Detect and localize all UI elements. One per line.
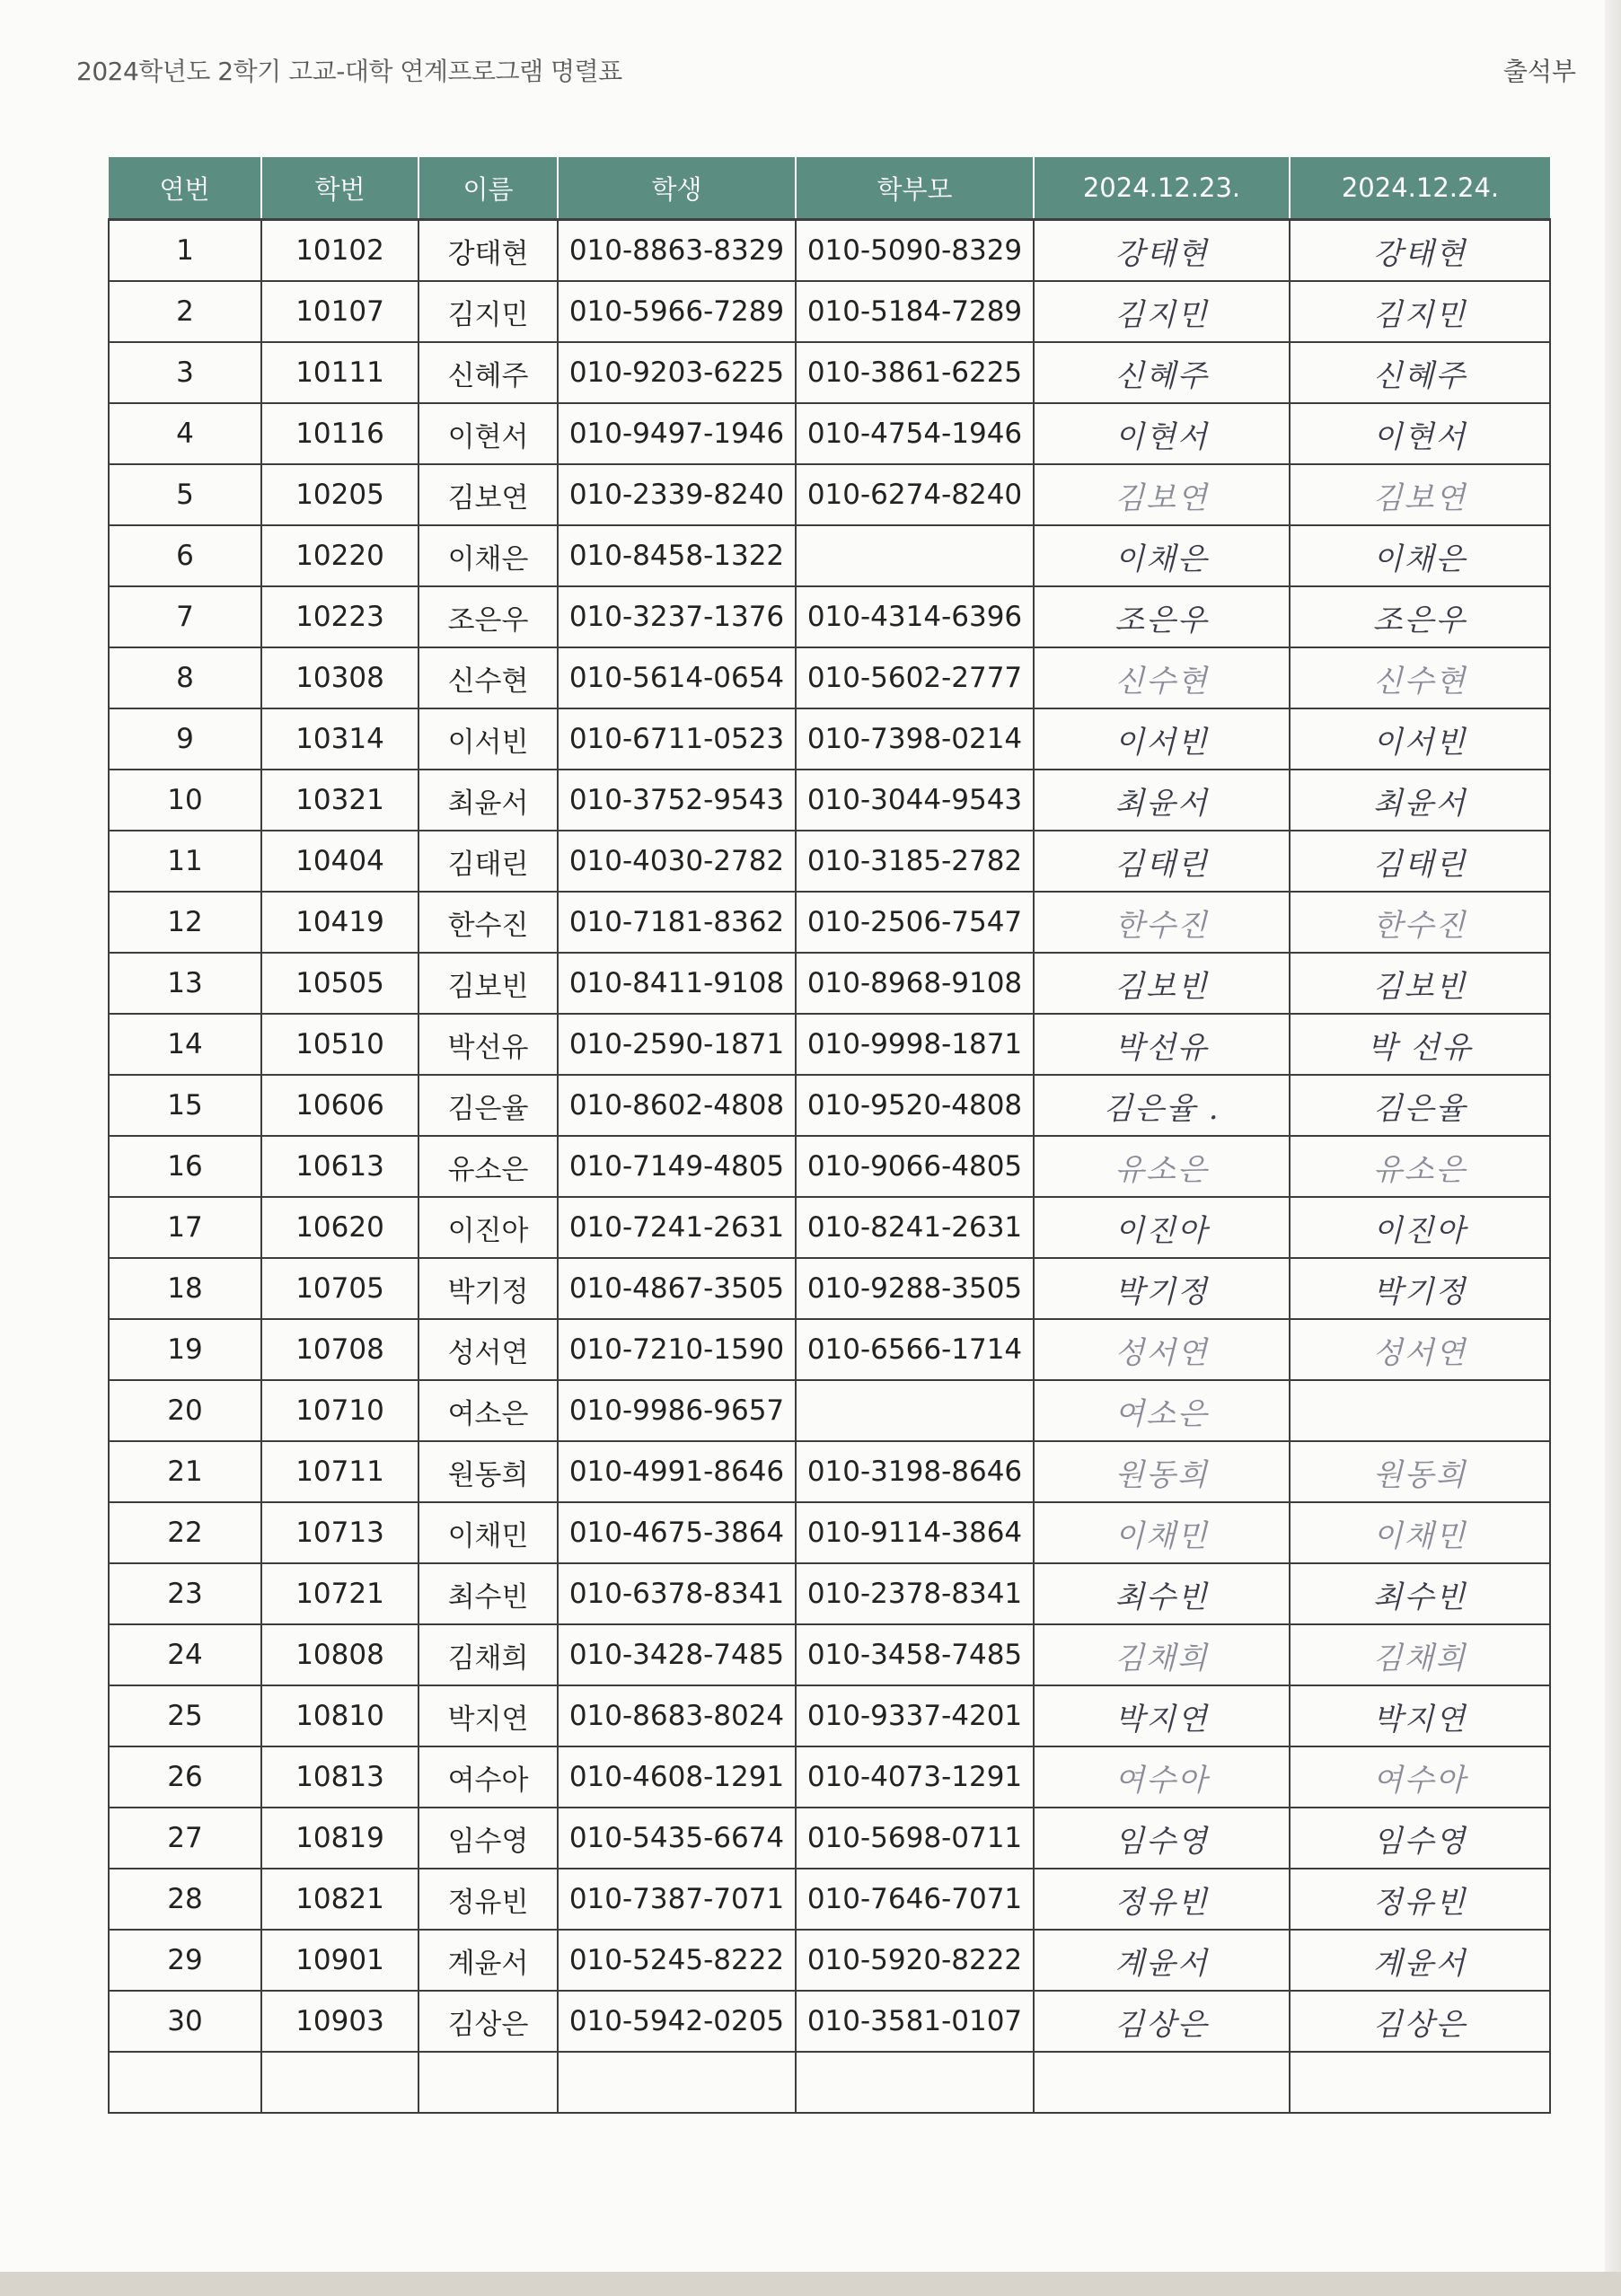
cell-parent-phone: 010-3861-6225 [796,342,1034,403]
cell-parent-phone: 010-5920-8222 [796,1930,1034,1991]
cell-name: 강태현 [418,220,558,282]
cell-signature-day1: 김보빈 [1034,953,1290,1014]
cell-number: 18 [109,1258,261,1319]
cell-signature-day2: 여수아 [1290,1746,1550,1808]
cell-name: 김지민 [418,281,558,342]
cell-signature-day1: 강태현 [1034,220,1290,282]
cell-student-phone: 010-2339-8240 [558,464,796,525]
cell-student-phone: 010-5245-8222 [558,1930,796,1991]
cell-signature-day2: 계윤서 [1290,1930,1550,1991]
cell-student-phone: 010-6378-8341 [558,1563,796,1624]
cell-student-phone: 010-8411-9108 [558,953,796,1014]
cell-number: 8 [109,647,261,708]
cell-parent-phone: 010-5184-7289 [796,281,1034,342]
cell-name: 이서빈 [418,708,558,770]
cell-number: 22 [109,1502,261,1563]
cell-signature-day2: 박 선유 [1290,1014,1550,1075]
cell-student-phone: 010-2590-1871 [558,1014,796,1075]
cell-signature-day2: 이서빈 [1290,708,1550,770]
cell-signature-day2: 박지연 [1290,1685,1550,1746]
background-surface [0,2272,1621,2296]
cell-parent-phone [796,1380,1034,1441]
cell-signature-day2: 최윤서 [1290,770,1550,831]
table-row [109,1319,1550,1380]
cell-student-phone: 010-7149-4805 [558,1136,796,1197]
cell-student-id: 10903 [261,1991,418,2052]
cell-signature-day1: 이서빈 [1034,708,1290,770]
table-row [109,708,1550,770]
cell-student-id: 10314 [261,708,418,770]
cell-student-id: 10721 [261,1563,418,1624]
cell-parent-phone: 010-4073-1291 [796,1746,1034,1808]
cell-student-phone: 010-7210-1590 [558,1319,796,1380]
cell-student-phone: 010-3752-9543 [558,770,796,831]
cell-signature-day1: 김은율 . [1034,1075,1290,1136]
cell-student-id: 10606 [261,1075,418,1136]
cell-signature-day1: 한수진 [1034,892,1290,953]
cell-parent-phone: 010-9114-3864 [796,1502,1034,1563]
cell-student-phone: 010-5942-0205 [558,1991,796,2052]
column-header-student-id: 학번 [261,157,418,220]
cell-student-phone: 010-9497-1946 [558,403,796,464]
empty-cell [796,2052,1034,2113]
cell-parent-phone: 010-7646-7071 [796,1869,1034,1930]
cell-signature-day2: 김보연 [1290,464,1550,525]
table-header [109,157,1550,220]
cell-name: 이채은 [418,525,558,586]
cell-student-phone: 010-8602-4808 [558,1075,796,1136]
table-row [109,1930,1550,1991]
cell-name: 신수현 [418,647,558,708]
cell-student-id: 10821 [261,1869,418,1930]
cell-signature-day1: 이현서 [1034,403,1290,464]
cell-parent-phone: 010-5090-8329 [796,220,1034,282]
empty-cell [1034,2052,1290,2113]
cell-student-phone: 010-5966-7289 [558,281,796,342]
cell-number: 21 [109,1441,261,1502]
cell-signature-day2: 강태현 [1290,220,1550,282]
cell-parent-phone: 010-7398-0214 [796,708,1034,770]
cell-signature-day1: 이채민 [1034,1502,1290,1563]
cell-student-phone: 010-4867-3505 [558,1258,796,1319]
cell-student-id: 10810 [261,1685,418,1746]
cell-name: 김보빈 [418,953,558,1014]
cell-number: 1 [109,220,261,282]
empty-cell [261,2052,418,2113]
table-row [109,342,1550,403]
table-row [109,1869,1550,1930]
cell-number: 9 [109,708,261,770]
cell-number: 7 [109,586,261,647]
cell-parent-phone: 010-9066-4805 [796,1136,1034,1197]
table-row [109,1808,1550,1869]
cell-parent-phone: 010-2378-8341 [796,1563,1034,1624]
cell-signature-day1: 김보연 [1034,464,1290,525]
cell-name: 신혜주 [418,342,558,403]
cell-parent-phone: 010-3458-7485 [796,1624,1034,1685]
cell-student-id: 10107 [261,281,418,342]
cell-parent-phone: 010-9288-3505 [796,1258,1034,1319]
column-header-date-1: 2024.12.23. [1034,157,1290,220]
cell-signature-day2: 이현서 [1290,403,1550,464]
cell-signature-day2: 정유빈 [1290,1869,1550,1930]
cell-signature-day1: 박선유 [1034,1014,1290,1075]
cell-student-phone: 010-7387-7071 [558,1869,796,1930]
cell-student-id: 10102 [261,220,418,282]
cell-signature-day1: 이진아 [1034,1197,1290,1258]
cell-student-id: 10711 [261,1441,418,1502]
cell-student-id: 10813 [261,1746,418,1808]
cell-number: 27 [109,1808,261,1869]
cell-signature-day2: 김은율 [1290,1075,1550,1136]
empty-cell [1290,2052,1550,2113]
cell-number: 11 [109,831,261,892]
cell-student-phone: 010-4608-1291 [558,1746,796,1808]
cell-student-phone: 010-7181-8362 [558,892,796,953]
cell-student-phone: 010-9203-6225 [558,342,796,403]
cell-signature-day2: 이채민 [1290,1502,1550,1563]
cell-signature-day1: 계윤서 [1034,1930,1290,1991]
cell-student-phone: 010-9986-9657 [558,1380,796,1441]
cell-signature-day1: 박기정 [1034,1258,1290,1319]
cell-student-id: 10708 [261,1319,418,1380]
table-row [109,770,1550,831]
cell-student-phone: 010-6711-0523 [558,708,796,770]
cell-student-phone: 010-4675-3864 [558,1502,796,1563]
cell-signature-day2: 한수진 [1290,892,1550,953]
cell-signature-day2: 김채희 [1290,1624,1550,1685]
cell-signature-day1: 여수아 [1034,1746,1290,1808]
cell-signature-day1: 김태린 [1034,831,1290,892]
cell-student-id: 10613 [261,1136,418,1197]
cell-student-phone: 010-5435-6674 [558,1808,796,1869]
cell-name: 최수빈 [418,1563,558,1624]
table-row [109,1136,1550,1197]
table-row [109,464,1550,525]
cell-name: 여소은 [418,1380,558,1441]
cell-name: 김태린 [418,831,558,892]
column-header-number: 연번 [109,157,261,220]
cell-number: 5 [109,464,261,525]
column-header-parent-phone: 학부모 [796,157,1034,220]
cell-name: 김상은 [418,1991,558,2052]
cell-name: 이현서 [418,403,558,464]
cell-parent-phone: 010-4314-6396 [796,586,1034,647]
cell-parent-phone: 010-6566-1714 [796,1319,1034,1380]
cell-name: 정유빈 [418,1869,558,1930]
cell-signature-day2: 김태린 [1290,831,1550,892]
cell-parent-phone: 010-3581-0107 [796,1991,1034,2052]
cell-signature-day1: 박지연 [1034,1685,1290,1746]
cell-name: 김은율 [418,1075,558,1136]
cell-signature-day2: 조은우 [1290,586,1550,647]
table-row [109,1075,1550,1136]
cell-signature-day2: 성서연 [1290,1319,1550,1380]
cell-signature-day2: 김지민 [1290,281,1550,342]
header-row [109,157,1550,220]
table-row [109,892,1550,953]
cell-student-id: 10116 [261,403,418,464]
cell-signature-day1: 임수영 [1034,1808,1290,1869]
table-row [109,281,1550,342]
cell-number: 16 [109,1136,261,1197]
cell-student-id: 10111 [261,342,418,403]
cell-name: 박지연 [418,1685,558,1746]
table-row [109,953,1550,1014]
cell-name: 이채민 [418,1502,558,1563]
cell-name: 여수아 [418,1746,558,1808]
cell-signature-day1: 조은우 [1034,586,1290,647]
cell-signature-day2: 박기정 [1290,1258,1550,1319]
cell-signature-day1: 최윤서 [1034,770,1290,831]
cell-signature-day1: 이채은 [1034,525,1290,586]
cell-parent-phone: 010-9337-4201 [796,1685,1034,1746]
cell-name: 박선유 [418,1014,558,1075]
cell-number: 10 [109,770,261,831]
cell-student-id: 10321 [261,770,418,831]
cell-student-phone: 010-4030-2782 [558,831,796,892]
table-row [109,1502,1550,1563]
cell-student-id: 10620 [261,1197,418,1258]
cell-signature-day2: 최수빈 [1290,1563,1550,1624]
cell-name: 유소은 [418,1136,558,1197]
cell-name: 조은우 [418,586,558,647]
cell-number: 24 [109,1624,261,1685]
cell-parent-phone [796,525,1034,586]
cell-number: 28 [109,1869,261,1930]
table-row [109,1380,1550,1441]
cell-signature-day2: 이채은 [1290,525,1550,586]
cell-name: 박기정 [418,1258,558,1319]
cell-student-id: 10808 [261,1624,418,1685]
attendance-table [108,157,1551,2114]
cell-name: 한수진 [418,892,558,953]
cell-signature-day2: 김보빈 [1290,953,1550,1014]
cell-number: 13 [109,953,261,1014]
cell-number: 19 [109,1319,261,1380]
document-section-label: 출석부 [1502,57,1576,86]
cell-number: 2 [109,281,261,342]
cell-parent-phone: 010-3198-8646 [796,1441,1034,1502]
cell-student-id: 10404 [261,831,418,892]
cell-student-phone: 010-8458-1322 [558,525,796,586]
empty-cell [558,2052,796,2113]
cell-signature-day1: 신혜주 [1034,342,1290,403]
cell-student-id: 10510 [261,1014,418,1075]
table-row [109,1441,1550,1502]
cell-parent-phone: 010-8968-9108 [796,953,1034,1014]
table-row [109,525,1550,586]
table-row [109,1014,1550,1075]
cell-student-id: 10819 [261,1808,418,1869]
cell-number: 14 [109,1014,261,1075]
cell-number: 30 [109,1991,261,2052]
document-title: 2024학년도 2학기 고교-대학 연계프로그램 명렬표 [76,57,622,86]
table-row [109,1197,1550,1258]
cell-student-phone: 010-5614-0654 [558,647,796,708]
cell-parent-phone: 010-9520-4808 [796,1075,1034,1136]
cell-signature-day2 [1290,1380,1550,1441]
cell-student-phone: 010-7241-2631 [558,1197,796,1258]
cell-parent-phone: 010-3044-9543 [796,770,1034,831]
table-row [109,1563,1550,1624]
column-header-name: 이름 [418,157,558,220]
cell-name: 임수영 [418,1808,558,1869]
cell-signature-day1: 유소은 [1034,1136,1290,1197]
cell-parent-phone: 010-8241-2631 [796,1197,1034,1258]
cell-signature-day1: 김채희 [1034,1624,1290,1685]
cell-signature-day1: 성서연 [1034,1319,1290,1380]
cell-parent-phone: 010-5602-2777 [796,647,1034,708]
table-row [109,220,1550,282]
empty-cell [109,2052,261,2113]
cell-signature-day2: 원동희 [1290,1441,1550,1502]
cell-number: 6 [109,525,261,586]
cell-name: 성서연 [418,1319,558,1380]
table-row [109,403,1550,464]
cell-student-phone: 010-8683-8024 [558,1685,796,1746]
cell-name: 이진아 [418,1197,558,1258]
table-row [109,1685,1550,1746]
cell-number: 23 [109,1563,261,1624]
cell-student-id: 10308 [261,647,418,708]
cell-student-id: 10223 [261,586,418,647]
cell-name: 원동희 [418,1441,558,1502]
cell-signature-day1: 여소은 [1034,1380,1290,1441]
cell-parent-phone: 010-5698-0711 [796,1808,1034,1869]
cell-signature-day1: 김상은 [1034,1991,1290,2052]
cell-student-phone: 010-3428-7485 [558,1624,796,1685]
cell-parent-phone: 010-4754-1946 [796,403,1034,464]
cell-number: 17 [109,1197,261,1258]
cell-student-phone: 010-8863-8329 [558,220,796,282]
paper-edge-shadow [1605,0,1621,2272]
cell-signature-day1: 정유빈 [1034,1869,1290,1930]
table-row [109,647,1550,708]
cell-student-id: 10705 [261,1258,418,1319]
table-row [109,586,1550,647]
cell-student-id: 10713 [261,1502,418,1563]
cell-student-id: 10710 [261,1380,418,1441]
cell-student-phone: 010-3237-1376 [558,586,796,647]
cell-number: 26 [109,1746,261,1808]
column-header-student-phone: 학생 [558,157,796,220]
cell-number: 20 [109,1380,261,1441]
cell-number: 3 [109,342,261,403]
cell-number: 12 [109,892,261,953]
cell-name: 김보연 [418,464,558,525]
table-body [109,220,1550,2114]
cell-number: 4 [109,403,261,464]
cell-parent-phone: 010-6274-8240 [796,464,1034,525]
cell-parent-phone: 010-2506-7547 [796,892,1034,953]
cell-name: 최윤서 [418,770,558,831]
table-row-empty [109,2052,1550,2113]
cell-signature-day2: 이진아 [1290,1197,1550,1258]
cell-signature-day1: 신수현 [1034,647,1290,708]
cell-student-id: 10419 [261,892,418,953]
cell-parent-phone: 010-9998-1871 [796,1014,1034,1075]
cell-student-id: 10901 [261,1930,418,1991]
cell-name: 김채희 [418,1624,558,1685]
column-header-date-2: 2024.12.24. [1290,157,1550,220]
cell-signature-day2: 유소은 [1290,1136,1550,1197]
table-row [109,831,1550,892]
table-row [109,1258,1550,1319]
cell-signature-day2: 신수현 [1290,647,1550,708]
cell-parent-phone: 010-3185-2782 [796,831,1034,892]
table-row [109,1746,1550,1808]
cell-student-phone: 010-4991-8646 [558,1441,796,1502]
cell-number: 15 [109,1075,261,1136]
cell-name: 계윤서 [418,1930,558,1991]
cell-signature-day2: 김상은 [1290,1991,1550,2052]
cell-signature-day1: 김지민 [1034,281,1290,342]
table-row [109,1624,1550,1685]
cell-student-id: 10505 [261,953,418,1014]
cell-number: 29 [109,1930,261,1991]
cell-signature-day2: 임수영 [1290,1808,1550,1869]
cell-signature-day1: 원동희 [1034,1441,1290,1502]
cell-signature-day2: 신혜주 [1290,342,1550,403]
cell-student-id: 10205 [261,464,418,525]
cell-number: 25 [109,1685,261,1746]
empty-cell [418,2052,558,2113]
cell-student-id: 10220 [261,525,418,586]
table-row [109,1991,1550,2052]
cell-signature-day1: 최수빈 [1034,1563,1290,1624]
